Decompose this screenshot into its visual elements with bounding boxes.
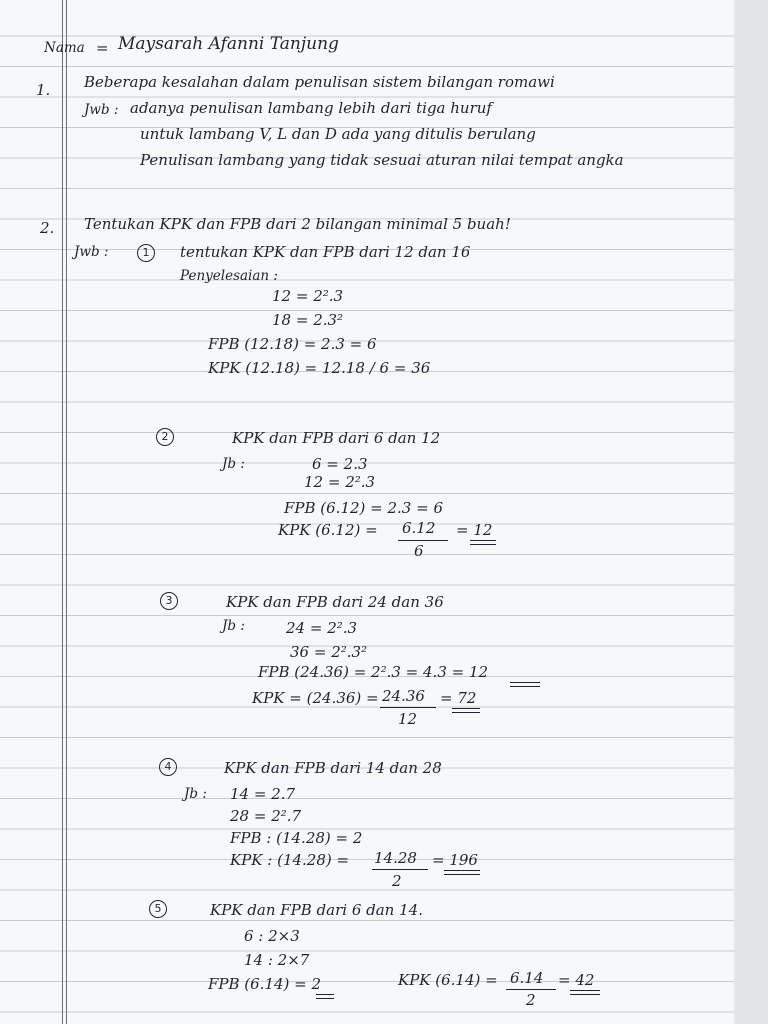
item-3-line: 24 = 2².3 xyxy=(286,619,358,637)
item-4-line: 14 = 2.7 xyxy=(230,785,296,803)
item-2-line: 6 = 2.3 xyxy=(312,455,368,473)
item-5-fpb: FPB (6.14) = 2 xyxy=(208,975,322,993)
item-2-fraction-bar xyxy=(398,540,448,541)
item-2-kpk-numerator: 6.12 xyxy=(402,519,436,537)
item-3-fpb: FPB (24.36) = 2².3 = 4.3 = 12 xyxy=(258,663,489,681)
item-2-kpk-denominator: 6 xyxy=(414,542,424,560)
q2-answer-label: Jwb : xyxy=(74,244,109,260)
item-2-result-underline xyxy=(470,540,496,545)
item-3-kpk-numerator: 24.36 xyxy=(382,687,425,705)
item-5-kpk-lead: KPK (6.14) = xyxy=(398,971,498,989)
item-3-result-underline xyxy=(452,708,480,713)
item-2-sub-label: Jb : xyxy=(222,456,245,472)
item-3-line: 36 = 2².3² xyxy=(290,643,368,661)
item-4-kpk-result: = 196 xyxy=(432,851,478,869)
item-5-kpk-denominator: 2 xyxy=(526,991,536,1009)
item-5-title: KPK dan FPB dari 6 dan 14. xyxy=(210,901,423,919)
item-4-kpk-numerator: 14.28 xyxy=(374,849,417,867)
item-4-circle: 4 xyxy=(159,758,177,776)
item-5-line: 14 : 2×7 xyxy=(244,951,310,969)
q1-answer-label: Jwb : xyxy=(84,102,119,118)
item-1-circle: 1 xyxy=(137,244,155,262)
page-edge xyxy=(734,0,768,1024)
item-5-line: 6 : 2×3 xyxy=(244,927,300,945)
item-3-fpb-underline xyxy=(510,682,540,687)
item-5-fraction-bar xyxy=(506,989,556,990)
nama-equals: = xyxy=(96,39,109,57)
item-2-line: 12 = 2².3 xyxy=(304,473,376,491)
item-2-circle: 2 xyxy=(156,428,174,446)
item-3-circle: 3 xyxy=(160,592,178,610)
q1-answer-line: untuk lambang V, L dan D ada yang ditulis berulang xyxy=(140,125,536,143)
item-4-result-underline xyxy=(444,870,480,875)
item-3-kpk-denominator: 12 xyxy=(398,710,418,728)
item-5-kpk-numerator: 6.14 xyxy=(510,969,544,987)
item-1-title: tentukan KPK dan FPB dari 12 dan 16 xyxy=(180,243,471,261)
item-1-kpk: KPK (12.18) = 12.18 / 6 = 36 xyxy=(208,359,431,377)
item-2-kpk-result: = 12 xyxy=(456,521,493,539)
item-4-kpk-lead: KPK : (14.28) = xyxy=(230,851,350,869)
item-5-fpb-underline xyxy=(316,994,334,999)
item-5-result-underline xyxy=(570,990,600,995)
q2-question: Tentukan KPK dan FPB dari 2 bilangan minimal 5 buah! xyxy=(84,215,511,233)
item-1-fpb: FPB (12.18) = 2.3 = 6 xyxy=(208,335,377,353)
item-1-line: 12 = 2².3 xyxy=(272,287,344,305)
item-3-fraction-bar xyxy=(380,707,436,708)
q1-answer-line: adanya penulisan lambang lebih dari tiga huruf xyxy=(130,99,492,117)
margin-line-left xyxy=(62,0,63,1024)
q1-number: 1. xyxy=(36,81,51,99)
item-5-circle: 5 xyxy=(149,900,167,918)
item-2-fpb: FPB (6.12) = 2.3 = 6 xyxy=(284,499,444,517)
item-3-title: KPK dan FPB dari 24 dan 36 xyxy=(226,593,444,611)
item-2-title: KPK dan FPB dari 6 dan 12 xyxy=(232,429,441,447)
item-4-fpb: FPB : (14.28) = 2 xyxy=(230,829,363,847)
q1-question: Beberapa kesalahan dalam penulisan sistem bilangan romawi xyxy=(84,73,555,91)
item-4-title: KPK dan FPB dari 14 dan 28 xyxy=(224,759,442,777)
item-4-fraction-bar xyxy=(372,869,428,870)
q2-number: 2. xyxy=(40,219,55,237)
student-name: Maysarah Afanni Tanjung xyxy=(118,34,339,54)
item-1-sub-label: Penyelesaian : xyxy=(180,268,278,284)
item-3-kpk-lead: KPK = (24.36) = xyxy=(252,689,379,707)
item-3-kpk-result: = 72 xyxy=(440,689,477,707)
item-3-sub-label: Jb : xyxy=(222,618,245,634)
margin-line-right xyxy=(66,0,67,1024)
item-4-sub-label: Jb : xyxy=(184,786,207,802)
nama-label: Nama xyxy=(44,40,85,56)
item-4-line: 28 = 2².7 xyxy=(230,807,302,825)
item-4-kpk-denominator: 2 xyxy=(392,872,402,890)
q1-answer-line: Penulisan lambang yang tidak sesuai aturan nilai tempat angka xyxy=(140,151,624,169)
item-2-kpk-lead: KPK (6.12) = xyxy=(278,521,378,539)
item-1-line: 18 = 2.3² xyxy=(272,311,344,329)
item-5-kpk-result: = 42 xyxy=(558,971,595,989)
